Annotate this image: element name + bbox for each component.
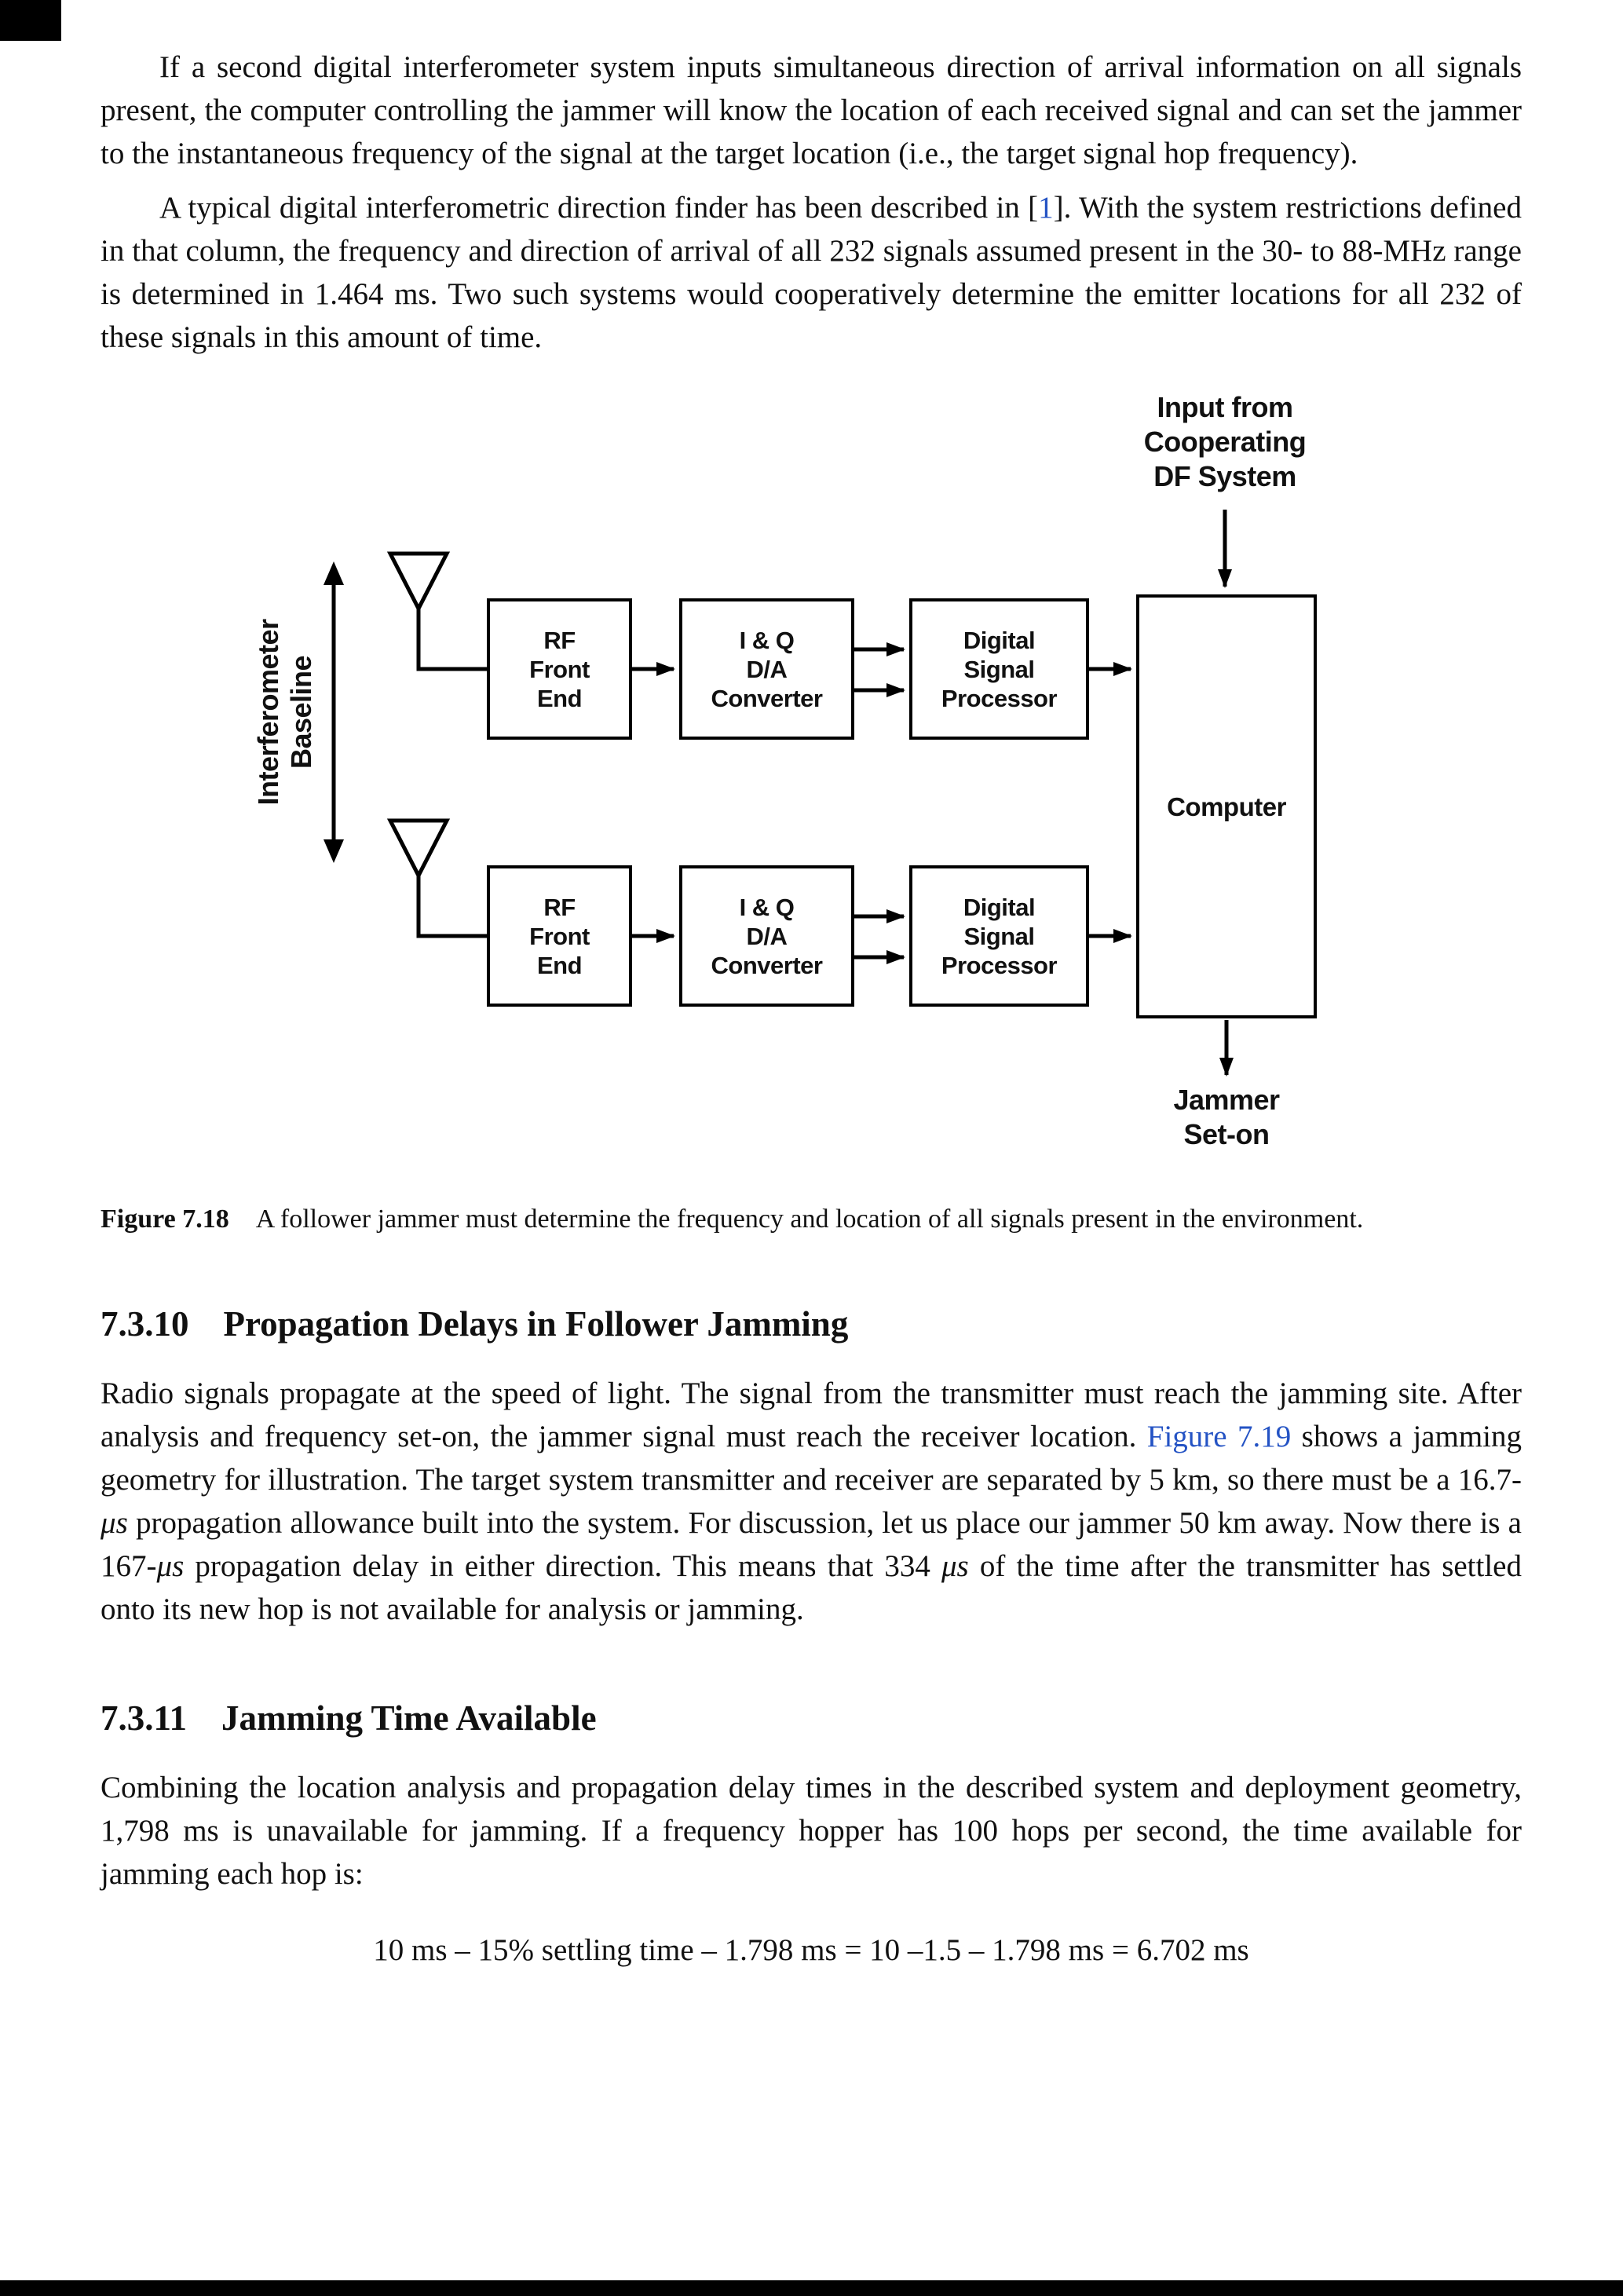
df-input-label-line: Cooperating	[1143, 426, 1307, 458]
reference-1-link[interactable]: 1	[1038, 191, 1054, 225]
page-bottom-bar	[0, 2280, 1623, 2296]
df-input-label-line: Input from	[1157, 391, 1293, 423]
box-label-line: Digital	[963, 893, 1036, 921]
baseline-label-line: Interferometer	[252, 619, 284, 806]
df-input-label-line: DF System	[1153, 460, 1296, 492]
text-run: If a second digital interferometer system inputs simultaneous direction of arrival information on all signals present, the computer controlling the jammer will know the location of each received signal and can set the jammer to the instantaneous frequency of the signal at the target location (i.e., the target signal hop frequency).	[101, 50, 1522, 170]
jammer-label-line: Set-on	[1183, 1118, 1270, 1150]
box-label-line: Signal	[963, 655, 1035, 683]
box-label-line: I & Q	[739, 893, 795, 921]
interferometer-baseline-label	[252, 619, 318, 805]
box-label-line: End	[536, 684, 583, 712]
text-run: μs	[101, 1506, 128, 1540]
df-input-label	[1099, 390, 1351, 494]
text-run: μs	[156, 1549, 185, 1583]
paragraph-jamming-time	[101, 1766, 1522, 1896]
section-title: Propagation Delays in Follower Jamming	[223, 1304, 849, 1344]
box-label-line: D/A	[746, 922, 788, 950]
text-run: Radio signals propagate at the speed of light. The signal from the transmitter must reach the jamming site. After analysis and frequency set-on, the jammer signal must reach the receiver location.	[101, 1377, 1522, 1453]
text-run: propagation delay in either direction. This means that 334	[184, 1549, 941, 1583]
antenna-icon	[390, 821, 447, 876]
figure-7-19-link[interactable]: Figure 7.19	[1146, 1420, 1292, 1453]
figure-caption-label: Figure 7.18	[101, 1205, 229, 1234]
scan-artifact-top-left	[0, 0, 61, 41]
box-label-line: RF	[543, 626, 576, 654]
section-heading-7-3-11	[101, 1697, 1522, 1739]
rf-front-end-box-1	[487, 598, 632, 740]
box-label-line: Processor	[941, 951, 1058, 979]
figure-caption-text: A follower jammer must determine the frequency and location of all signals present in the environment.	[255, 1205, 1364, 1234]
paragraph-df-system	[101, 186, 1522, 359]
box-label-line: End	[536, 951, 583, 979]
section-title: Jamming Time Available	[221, 1698, 597, 1738]
text-run: propagation allowance built into the system. For discussion, let us place our jammer 50 km away. Now there is a 167-	[101, 1506, 1522, 1583]
baseline-label-line: Baseline	[285, 655, 317, 770]
iq-da-converter-box-2	[679, 865, 854, 1007]
text-run: μs	[941, 1549, 969, 1583]
section-number: 7.3.10	[101, 1304, 189, 1344]
paragraph-propagation-delays	[101, 1372, 1522, 1631]
text-run: of the time after the transmitter has settled onto its new hop is not available for analysis or jamming.	[101, 1549, 1522, 1626]
jamming-time-equation: 10 ms – 15% settling time – 1.798 ms = 10 –1.5 – 1.798 ms = 6.702 ms	[373, 1933, 1249, 1967]
baseline-arrowhead-up	[324, 561, 344, 585]
box-label-line: Signal	[963, 922, 1035, 950]
box-label-line: I & Q	[739, 626, 795, 654]
box-label-line: Converter	[711, 684, 823, 712]
box-label-line: D/A	[746, 655, 788, 683]
box-label-line: Processor	[941, 684, 1058, 712]
box-label-line: RF	[543, 893, 576, 921]
digital-signal-processor-box-1	[909, 598, 1089, 740]
rf-front-end-box-2	[487, 865, 632, 1007]
text-run: shows a jamming geometry for illustration. The target system transmitter and receiver are separated by 5 km, so there must be a 16.7-	[101, 1420, 1522, 1497]
section-heading-7-3-10	[101, 1303, 1522, 1345]
computer-box	[1136, 594, 1317, 1018]
digital-signal-processor-box-2	[909, 865, 1089, 1007]
text-run: ]. With the system restrictions defined in that column, the frequency and direction of arrival of all 232 signals assumed present in the 30- to 88-MHz range is determined in 1.464 ms. Two such systems would cooperatively determine the emitter locations for all 232 of these signals in this amount of time.	[101, 191, 1522, 354]
section-number: 7.3.11	[101, 1698, 188, 1738]
box-label-line: Digital	[963, 626, 1036, 654]
baseline-arrowhead-down	[324, 839, 344, 863]
antenna-icon	[390, 554, 447, 609]
box-label-line: Front	[529, 922, 590, 950]
jammer-set-on-label	[1101, 1083, 1352, 1152]
figure-caption	[101, 1202, 1522, 1237]
text-run: Combining the location analysis and propagation delay times in the described system and deployment geometry, 1,798 ms is unavailable for jamming. If a frequency hopper has 100 hops per second, the time available for jamming each hop is:	[101, 1771, 1522, 1891]
box-label-line: Converter	[711, 951, 823, 979]
figure-7-18-diagram	[101, 390, 1522, 1175]
box-label-line: Front	[529, 655, 590, 683]
iq-da-converter-box-1	[679, 598, 854, 740]
antenna-feed-line	[419, 876, 487, 936]
jammer-label-line: Jammer	[1173, 1084, 1280, 1116]
box-label-line: Computer	[1167, 792, 1286, 821]
antenna-feed-line	[419, 609, 487, 669]
text-run: A typical digital interferometric direction finder has been described in [	[159, 191, 1039, 225]
paragraph-intro	[101, 46, 1522, 175]
